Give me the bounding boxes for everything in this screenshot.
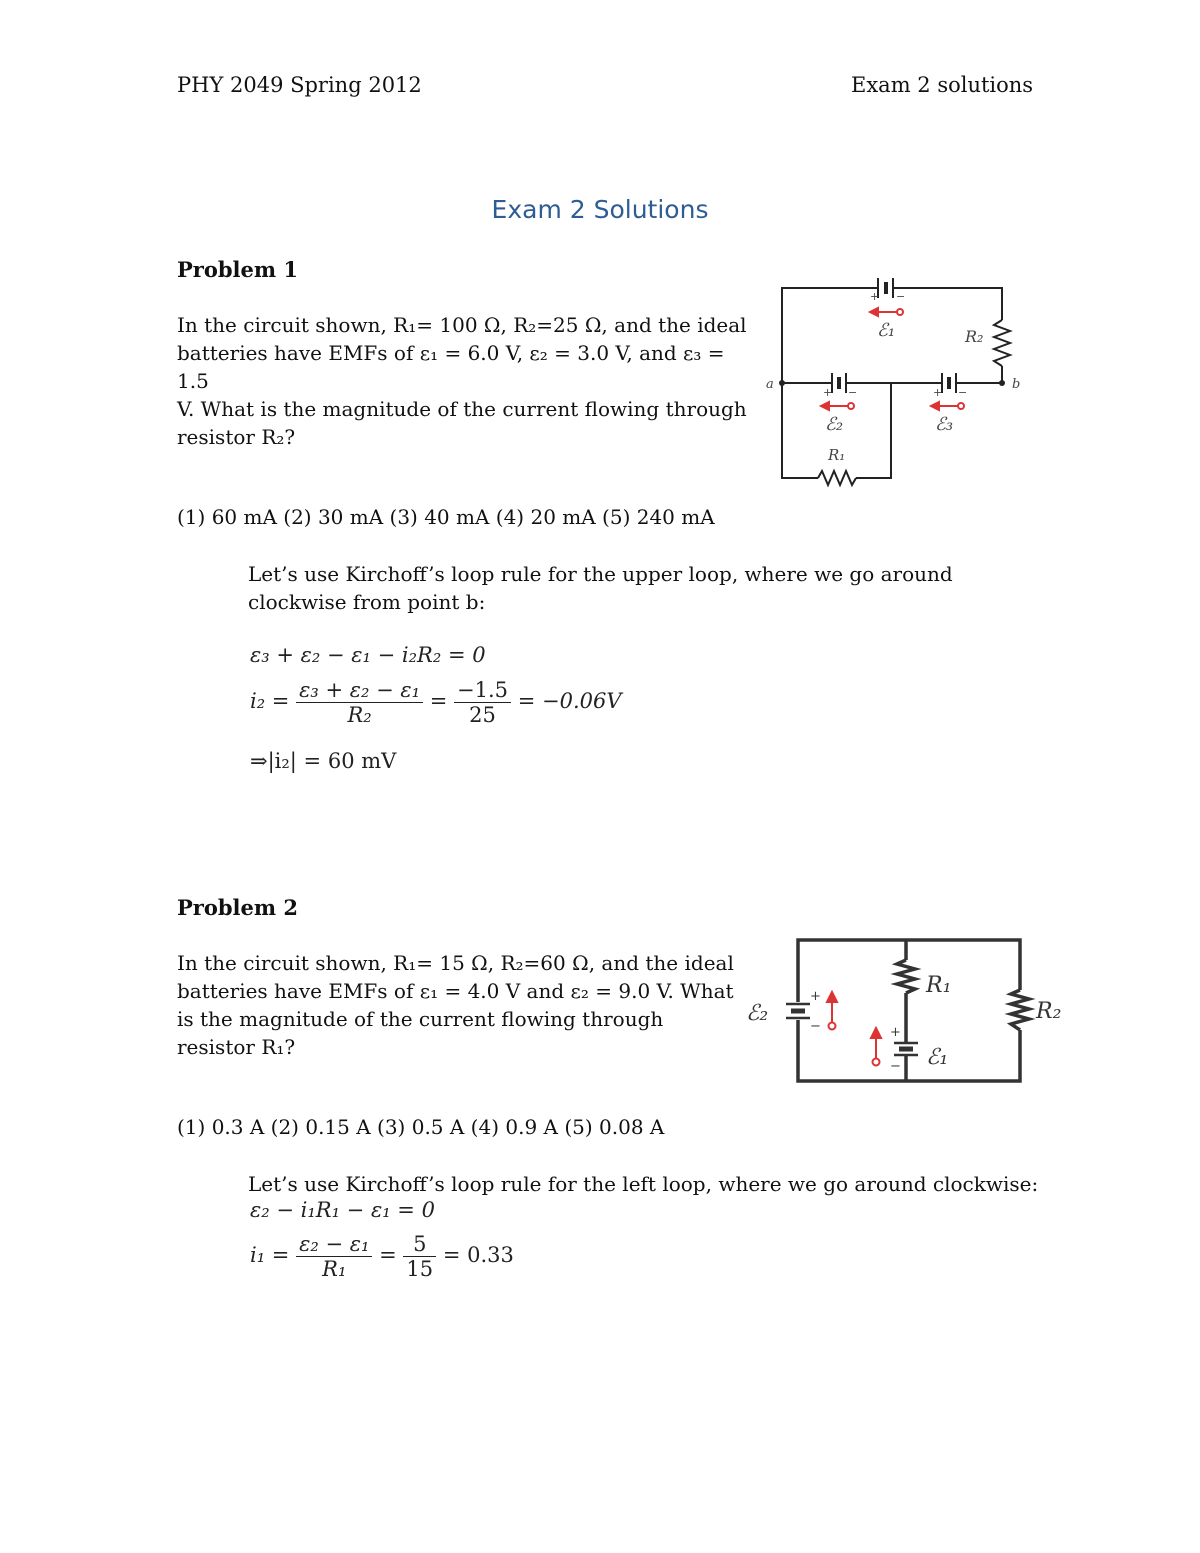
problem1-line: V. What is the magnitude of the current flowing through	[177, 397, 747, 421]
minus-sign: −	[896, 290, 906, 303]
problem2-circuit-diagram	[740, 930, 1080, 1095]
label-r1: R₁	[926, 973, 952, 998]
problem1-options: (1) 60 mA (2) 30 mA (3) 40 mA (4) 20 mA (5) 240 mA	[177, 505, 715, 529]
fraction-numerator: 5	[403, 1232, 436, 1257]
label-emf1: ℰ₁	[926, 1045, 949, 1070]
problem2-line: resistor R₁?	[177, 1035, 296, 1059]
label-emf3: ℰ₃	[935, 414, 954, 435]
fraction-denominator: R₂	[347, 703, 372, 727]
fraction-denominator: R₁	[322, 1257, 347, 1281]
problem2-heading: Problem 2	[177, 895, 299, 920]
label-node-b: b	[1012, 377, 1021, 392]
fraction-numerator: −1.5	[454, 678, 511, 703]
problem1-line: In the circuit shown, R₁= 100 Ω, R₂=25 Ω, and the ideal	[177, 313, 747, 337]
plus-sign: +	[870, 290, 880, 303]
page-title: Exam 2 Solutions	[491, 195, 709, 224]
minus-sign: −	[890, 1059, 901, 1074]
eq-lhs: i₁ =	[250, 1243, 290, 1267]
problem1-line: batteries have EMFs of ε₁ = 6.0 V, ε₂ = 3.0 V, and ε₃ = 1.5	[177, 341, 725, 393]
fraction	[296, 678, 423, 727]
label-node-a: a	[766, 377, 774, 392]
problem1-circuit-diagram	[760, 270, 1030, 495]
problem2-equation-1: ε₂ − i₁R₁ − ε₁ = 0	[250, 1198, 435, 1222]
problem2-statement	[177, 949, 737, 1061]
problem2-line: In the circuit shown, R₁= 15 Ω, R₂=60 Ω, and the ideal	[177, 951, 734, 975]
label-emf2: ℰ₂	[825, 414, 844, 435]
label-r2: R₂	[965, 327, 984, 346]
problem1-heading: Problem 1	[177, 257, 299, 282]
header-right: Exam 2 solutions	[851, 73, 1034, 97]
label-emf2: ℰ₂	[746, 1001, 769, 1026]
problem1-equation-2: i₂ = $\frac{\text{ε₃ + ε₂ − ε₁}}{\text{R₂}}$ = $\frac{-1.5}{25}$ = −0.06V	[250, 678, 622, 727]
problem1-explanation	[248, 560, 1048, 616]
fraction	[296, 1232, 372, 1281]
fraction-denominator: 25	[469, 703, 496, 727]
eq-result: = 0.33	[442, 1243, 514, 1267]
label-r2: R₂	[1036, 999, 1062, 1024]
minus-sign: −	[848, 386, 858, 399]
problem2-equation-2: i₁ = $\frac{\text{ε₂ − ε₁}}{\text{R₁}}$ = $\frac{5}{15}$ = 0.33	[250, 1232, 514, 1281]
problem1-line: resistor R₂?	[177, 425, 296, 449]
label-r1: R₁	[828, 446, 846, 464]
problem2-explanation: Let’s use Kirchoff’s loop rule for the left loop, where we go around clockwise:	[248, 1172, 1039, 1196]
eq-lhs: i₂ =	[250, 689, 290, 713]
problem2-line: is the magnitude of the current flowing through	[177, 1007, 664, 1031]
label-emf1: ℰ₁	[877, 320, 896, 341]
problem2-line: batteries have EMFs of ε₁ = 4.0 V and ε₂ = 9.0 V. What	[177, 979, 734, 1003]
problem1-equation-1: ε₃ + ε₂ − ε₁ − i₂R₂ = 0	[250, 643, 486, 667]
problem1-statement	[177, 311, 757, 451]
plus-sign: +	[933, 386, 943, 399]
minus-sign: −	[958, 386, 968, 399]
header-left: PHY 2049 Spring 2012	[177, 73, 422, 97]
explanation-line: clockwise from point b:	[248, 590, 486, 614]
fraction	[403, 1232, 436, 1281]
explanation-line: Let’s use Kirchoff’s loop rule for the upper loop, where we go around	[248, 562, 953, 586]
problem1-equation-3: ⇒|i₂| = 60 mV	[250, 749, 397, 773]
eq-result: = −0.06V	[517, 689, 622, 713]
fraction	[454, 678, 511, 727]
minus-sign: −	[810, 1019, 821, 1034]
fraction-numerator: ε₃ + ε₂ − ε₁	[296, 678, 423, 703]
fraction-denominator: 15	[406, 1257, 434, 1281]
plus-sign: +	[810, 989, 821, 1004]
fraction-numerator: ε₂ − ε₁	[296, 1232, 372, 1257]
plus-sign: +	[823, 386, 833, 399]
problem2-options: (1) 0.3 A (2) 0.15 A (3) 0.5 A (4) 0.9 A (5) 0.08 A	[177, 1115, 665, 1139]
plus-sign: +	[890, 1025, 901, 1040]
